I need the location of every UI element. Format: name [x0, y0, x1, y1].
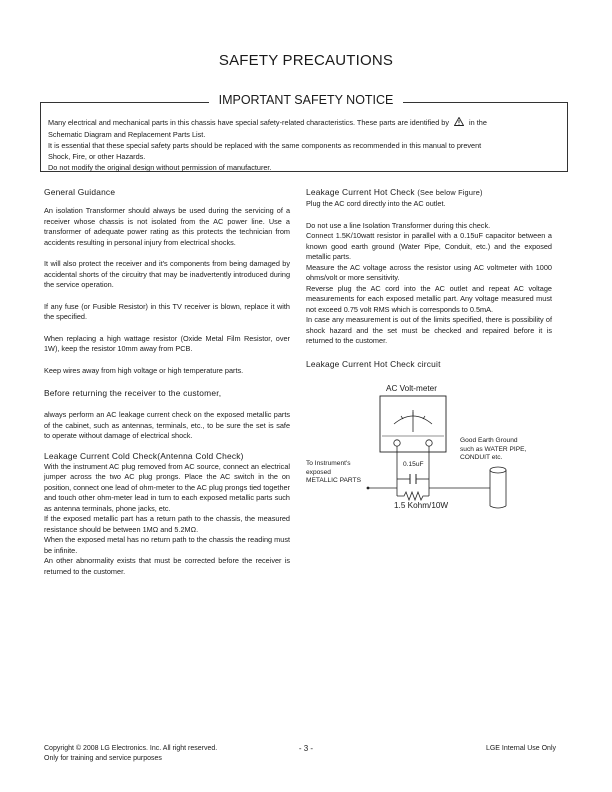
left-column [44, 186, 290, 577]
cold-check-paragraph-2: If the exposed metallic part has a return path to the chassis, the measured resistance should be between 1MΩ and 5.2MΩ. [44, 514, 290, 534]
cold-check-heading: Leakage Current Cold Check(Antenna Cold Check) [44, 450, 244, 461]
ground-pipe [490, 470, 506, 506]
hot-check-paragraph-3: Connect 1.5K/10watt resistor in parallel with a 0.15uF capacitor between a known good earth ground (Water Pipe, Conduit, etc.) and the exposed metallic parts. [306, 231, 552, 261]
general-guidance-heading: General Guidance [44, 187, 116, 197]
hot-check-paragraph-2: Do not use a line Isolation Transformer during this check. [306, 220, 491, 230]
resistor-label: 1.5 Kohm/10W [394, 501, 449, 510]
internal-use-label: LGE Internal Use Only [485, 745, 556, 752]
hot-check-paragraph-6: In case any measurement is out of the limits specified, there is possibility of shock hazard and the set must be checked and repaired before it is returned to the customer. [306, 315, 552, 345]
resistor-zigzag [397, 492, 429, 500]
guidance-paragraph-3: If any fuse (or Fusible Resistor) in this TV receiver is blown, replace it with the specified. [44, 301, 290, 321]
purpose-text: Only for training and service purposes [44, 754, 162, 762]
hot-check-paragraph-4: Measure the AC voltage across the resistor using AC voltmeter with 1000 ohms/volt or more sensitivity. [306, 262, 552, 282]
notice-heading-text: IMPORTANT SAFETY NOTICE [209, 93, 404, 107]
voltmeter-label: AC Volt-meter [386, 384, 437, 393]
cold-check-paragraph-4: An other abnormality exists that must be corrected before the receiver is returned to the customer. [44, 556, 290, 576]
hot-check-circuit-heading: Leakage Current Hot Check circuit [306, 358, 441, 369]
instrument-label: To Instrument's exposed METALLIC PARTS [306, 460, 361, 484]
notice-line-2: Schematic Diagram and Replacement Parts List. [48, 130, 206, 139]
before-returning-heading: Before returning the receiver to the customer, [44, 388, 222, 398]
guidance-paragraph-1: An isolation Transformer should always be used during the servicing of a receiver whose chassis is not isolated from the AC power line. Use a transformer of adequate power rating as this protects the technician from accidents resulting in personal injury from electrical shocks. [44, 206, 290, 247]
guidance-paragraph-2: It will also protect the receiver and it's components from being damaged by accidental shorts of the circuitry that may be inadvertently introduced during the service operation. [44, 259, 290, 289]
hot-check-paragraph-5: Reverse plug the AC cord into the AC outlet and repeat AC voltage measurements for each exposed metallic part. Any voltage measured must not exceed 0.75 volt RMS which is corresponds to 0.5mA. [306, 283, 552, 314]
notice-heading [0, 93, 612, 107]
hot-check-paragraph-1: Plug the AC cord directly into the AC outlet. [306, 199, 446, 208]
notice-line-4: Shock, Fire, or other Hazards. [48, 152, 146, 161]
guidance-paragraph-4: When replacing a high wattage resistor (Oxide Metal Film Resistor, over 1W), keep the resistor 10mm away from PCB. [44, 333, 290, 353]
warning-triangle-icon [454, 117, 464, 129]
hot-check-heading-note: (See below Figure) [417, 188, 483, 197]
notice-line-3: It is essential that these special safety parts should be replaced with the same components as recommended in this manual to prevent [48, 141, 482, 150]
notice-line-5: Do not modify the original design without permission of manufacturer. [48, 163, 272, 172]
hot-check-heading [306, 186, 552, 199]
notice-line-1b: in the [469, 118, 487, 127]
meter-terminal-right [426, 440, 432, 446]
hot-check-heading-main: Leakage Current Hot Check [306, 187, 415, 197]
page-title: SAFETY PRECAUTIONS [218, 52, 394, 69]
meter-terminal-left [394, 440, 400, 446]
guidance-paragraph-5: Keep wires away from high voltage or high temperature parts. [44, 365, 244, 375]
copyright-text: Copyright © 2008 LG Electronics. Inc. All right reserved. [44, 745, 218, 752]
before-returning-paragraph: always perform an AC leakage current check on the exposed metallic parts of the cabinet, such as antennas, terminals, etc., to be sure the set is safe to operate without damage of electrical shock. [44, 410, 290, 440]
notice-text [48, 117, 560, 173]
ground-label: Good Earth Ground such as WATER PIPE, CONDUIT etc. [460, 437, 527, 461]
notice-line-1a: Many electrical and mechanical parts in this chassis have special safety-related characteristics. These parts are identified by [48, 118, 449, 127]
page-number: - 3 - [298, 744, 314, 753]
capacitor-label: 0.15uF [403, 461, 424, 468]
hot-check-circuit-diagram [300, 380, 560, 520]
cold-check-paragraph-3: When the exposed metal has no return path to the chassis the reading must be infinite. [44, 535, 290, 555]
right-column [306, 186, 552, 370]
cold-check-paragraph-1: With the instrument AC plug removed from AC source, connect an electrical jumper across the two AC plug prongs. Place the AC switch in the on position, connect one lead of ohm-meter to the AC plug prongs tied together and touch other ohm-meter lead in turn to each exposed metallic parts such as antenna terminals, phone jacks, etc. [44, 461, 290, 513]
